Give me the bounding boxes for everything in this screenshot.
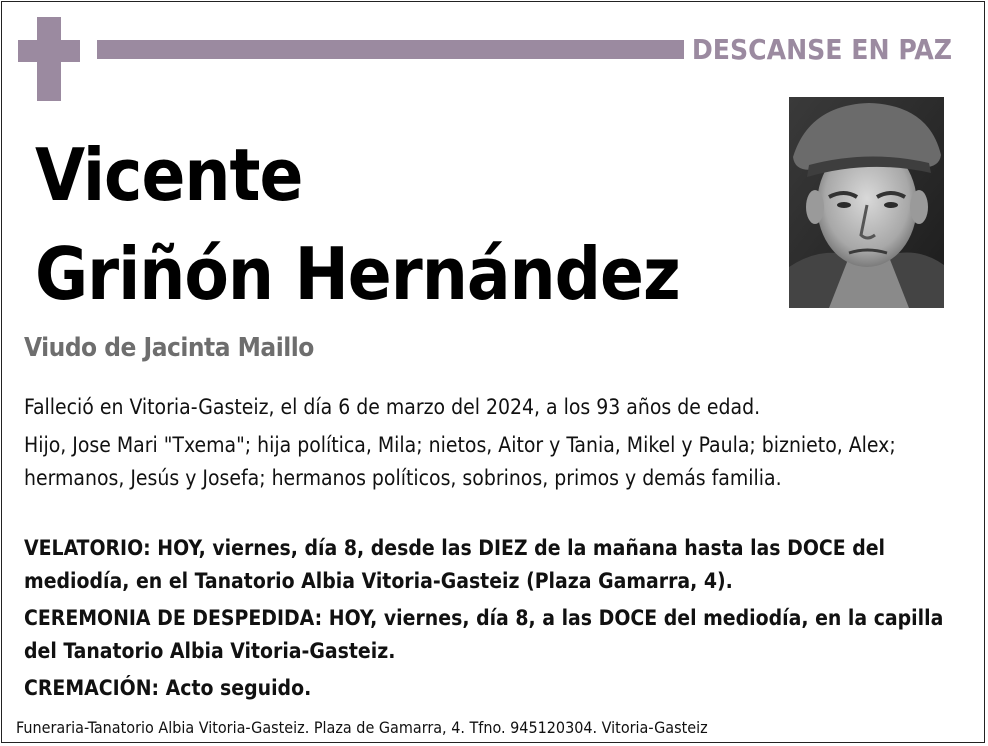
header-title: DESCANSE EN PAZ	[691, 33, 952, 66]
cross-icon-arm	[18, 40, 80, 62]
deceased-first-name: Vicente	[35, 133, 303, 217]
death-statement: Falleció en Vitoria-Gasteiz, el día 6 de marzo del 2024, a los 93 años de edad.	[24, 395, 761, 419]
widower-of: Viudo de Jacinta Maillo	[24, 333, 314, 363]
cremation-info: CREMACIÓN: Acto seguido.	[24, 676, 312, 700]
header-divider	[97, 40, 684, 59]
wake-info: VELATORIO: HOY, viernes, día 8, desde las DIEZ de la mañana hasta las DOCE del mediodía, en el Tanatorio Albia Vitoria-Gasteiz (Plaza Gamarra, 4).	[24, 536, 886, 593]
portrait-photo	[789, 97, 944, 308]
ceremony-info: CEREMONIA DE DESPEDIDA: HOY, viernes, día 8, a las DOCE del mediodía, en la capilla del Tanatorio Albia Vitoria-Gasteiz.	[24, 606, 944, 663]
family-list: Hijo, Jose Mari "Txema"; hija política, Mila; nietos, Aitor y Tania, Mikel y Paula; biznieto, Alex; hermanos, Jesús y Josefa; hermanos políticos, sobrinos, primos y demás familia.	[24, 433, 896, 490]
funeral-home-footer: Funeraria-Tanatorio Albia Vitoria-Gasteiz. Plaza de Gamarra, 4. Tfno. 945120304. Vitoria-Gasteiz	[16, 718, 708, 737]
deceased-surnames: Griñón Hernández	[35, 232, 680, 316]
